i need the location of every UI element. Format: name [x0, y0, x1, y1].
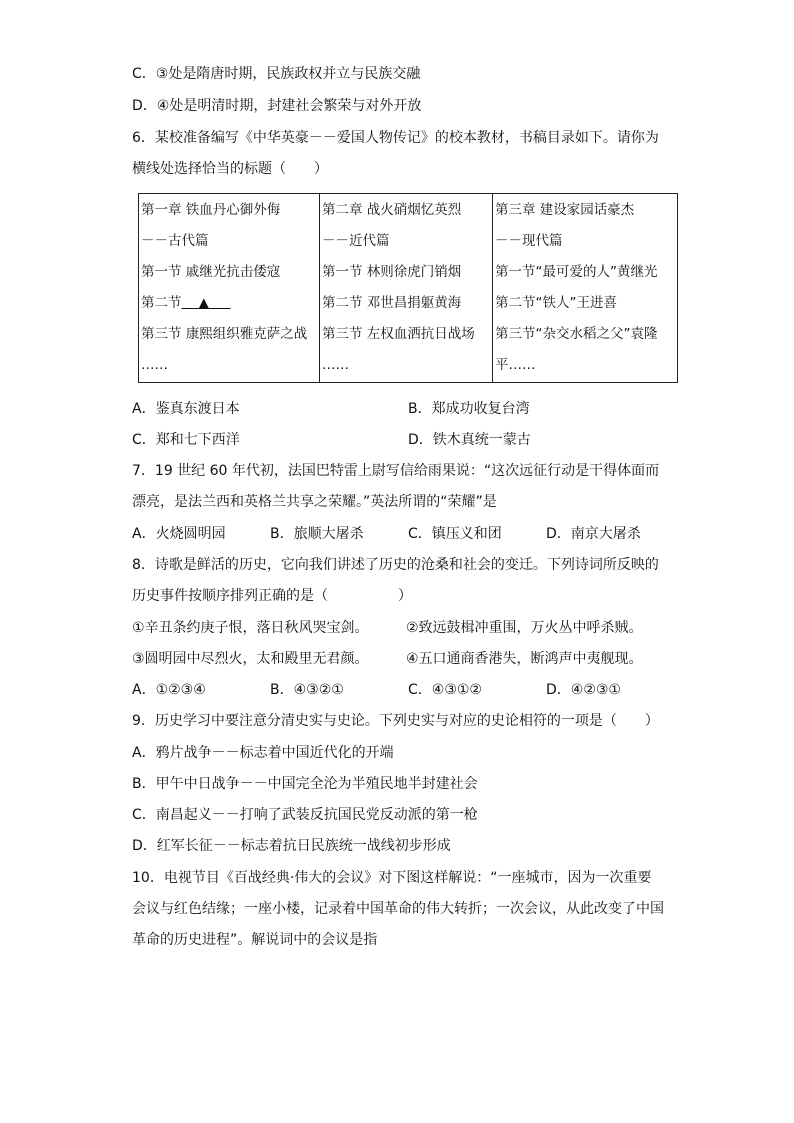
q8-poem-1: ①辛丑条约庚子恨，落日秋风哭宝剑。 — [132, 620, 369, 636]
q6-stem-line1: 6．某校准备编写《中华英豪－－爱国人物传记》的校本教材，书稿目录如下。请你为 — [132, 130, 659, 146]
q8-stem-line2: 历史事件按顺序排列正确的是（ ） — [132, 588, 412, 604]
q8-poem-2: ②致远鼓楫冲重围，万火丛中呼杀贼。 — [406, 620, 643, 636]
q6-option-b: B．郑成功收复台湾 — [408, 401, 530, 417]
q9-option-d: D．红军长征－－标志着抗日民族统一战线初步形成 — [132, 838, 451, 854]
q6-stem-line2: 横线处选择恰当的标题（ ） — [132, 161, 328, 177]
toc-cell-line: －－近代篇 — [322, 233, 390, 249]
q7-option-d: D．南京大屠杀 — [546, 526, 641, 542]
q9-stem: 9．历史学习中要注意分清史实与史论。下列史实与对应的史论相符的一项是（ ） — [132, 713, 659, 729]
q6-toc-table — [138, 193, 678, 383]
toc-cell-line: 第三节“杂交水稻之父”袁隆 — [495, 326, 658, 342]
toc-cell-line: …… — [141, 357, 168, 373]
toc-col-modern — [320, 194, 493, 383]
q5-option-d: D．④处是明清时期，封建社会繁荣与对外开放 — [132, 98, 422, 114]
q6-option-a: A．鉴真东渡日本 — [132, 401, 240, 417]
q9-option-b: B．甲午中日战争－－中国完全沦为半殖民地半封建社会 — [132, 776, 478, 792]
q10-stem-line3: 革命的历史进程”。解说词中的会议是指 — [132, 932, 378, 948]
toc-cell-line: 第二章 战火硝烟忆英烈 — [322, 202, 462, 218]
toc-cell-line: 第一章 铁血丹心御外侮 — [141, 202, 281, 218]
blank-triangle: ▲ — [198, 295, 210, 311]
toc-section-label: 第二节 — [141, 295, 182, 311]
toc-cell-line: －－现代篇 — [495, 233, 563, 249]
q8-option-b: B．④③②① — [270, 682, 344, 698]
toc-cell-line: 第二节“铁人”王进喜 — [495, 295, 617, 311]
q7-option-a: A．火烧圆明园 — [132, 526, 226, 542]
q5-option-c: C．③处是隋唐时期，民族政权并立与民族交融 — [132, 66, 421, 82]
toc-cell-line: 平…… — [495, 357, 536, 373]
toc-cell-line: 第一节“最可爱的人”黄继光 — [495, 264, 658, 280]
q8-poem-3: ③圆明园中尽烈火，太和殿里无君颜。 — [132, 651, 369, 667]
q8-option-c: C．④③①② — [408, 682, 482, 698]
toc-cell-line: 第一节 戚继光抗击倭寇 — [141, 264, 281, 280]
toc-cell-line: －－古代篇 — [141, 233, 209, 249]
toc-cell-line: 第二节 邓世昌捐躯黄海 — [322, 295, 462, 311]
q9-option-c: C．南昌起义－－打响了武装反抗国民党反动派的第一枪 — [132, 807, 478, 823]
toc-cell-line: 第三节 康熙组织雅克萨之战 — [141, 326, 308, 342]
q10-stem-line1: 10．电视节目《百战经典·伟大的会议》对下图这样解说：“一座城市，因为一次重要 — [132, 870, 652, 886]
toc-blank — [182, 295, 231, 311]
toc-cell-line: 第一节 林则徐虎门销烟 — [322, 264, 462, 280]
toc-cell-line: 第三章 建设家园话豪杰 — [495, 202, 635, 218]
q7-stem-line2: 漂亮，是法兰西和英格兰共享之荣耀。”英法所谓的“荣耀”是 — [132, 494, 497, 510]
q8-stem-line1: 8．诗歌是鲜活的历史，它向我们讲述了历史的沧桑和社会的变迁。下列诗词所反映的 — [132, 557, 659, 573]
q6-option-c: C．郑和七下西洋 — [132, 432, 240, 448]
q7-option-c: C．镇压义和团 — [408, 526, 502, 542]
toc-blank-line — [141, 293, 319, 324]
q8-poem-4: ④五口通商香港失，断鸿声中夷舰现。 — [406, 651, 643, 667]
q9-option-a: A．鸦片战争－－标志着中国近代化的开端 — [132, 745, 394, 761]
q6-option-d: D．铁木真统一蒙古 — [408, 432, 531, 448]
q7-stem-line1: 7．19 世纪 60 年代初，法国巴特雷上尉写信给雨果说：“这次远征行动是干得体面而 — [132, 463, 660, 479]
q10-stem-line2: 会议与红色结缘；一座小楼，记录着中国革命的伟大转折；一次会议，从此改变了中国 — [132, 901, 664, 917]
q8-option-d: D．④②③① — [546, 682, 621, 698]
q7-option-b: B．旅顺大屠杀 — [270, 526, 364, 542]
toc-cell-line: …… — [322, 357, 349, 373]
q8-option-a: A．①②③④ — [132, 682, 206, 698]
toc-cell-line: 第三节 左权血洒抗日战场 — [322, 326, 475, 342]
toc-col-contemporary — [493, 194, 678, 383]
toc-col-ancient — [139, 194, 320, 383]
